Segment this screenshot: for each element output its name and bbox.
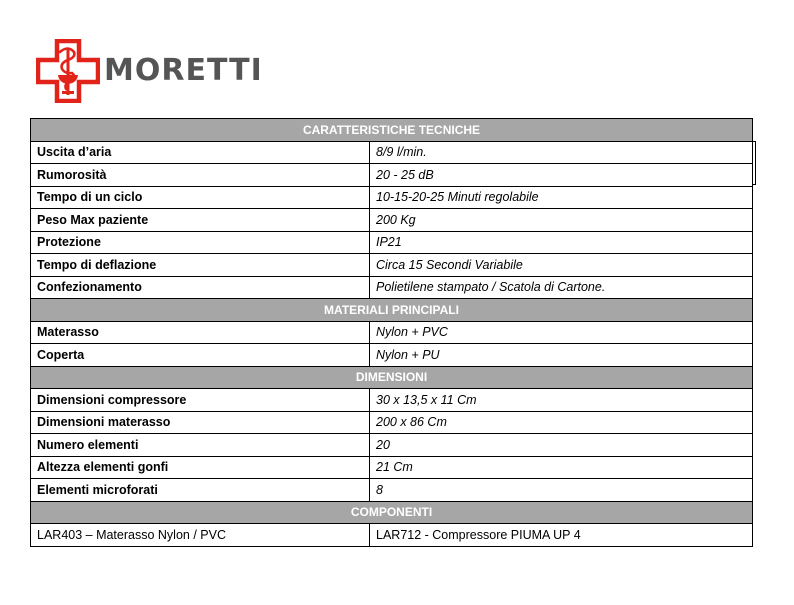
table-row (31, 524, 753, 547)
spec-table (30, 118, 753, 547)
table-edge-artifact (752, 141, 756, 185)
row-label: Tempo di deflazione (31, 254, 370, 277)
row-value: 200 x 86 Cm (370, 411, 753, 434)
table-row (31, 141, 753, 164)
row-label: Confezionamento (31, 276, 370, 299)
row-value: 21 Cm (370, 456, 753, 479)
row-label: Altezza elementi gonfi (31, 456, 370, 479)
table-row (31, 344, 753, 367)
table-row (31, 434, 753, 457)
section-header-row (31, 299, 753, 322)
table-row (31, 254, 753, 277)
row-value: 30 x 13,5 x 11 Cm (370, 389, 753, 412)
row-label: Coperta (31, 344, 370, 367)
table-row (31, 411, 753, 434)
row-value: 20 - 25 dB (370, 164, 753, 187)
table-row (31, 276, 753, 299)
row-value: Circa 15 Secondi Variabile (370, 254, 753, 277)
row-label: Tempo di un ciclo (31, 186, 370, 209)
row-label: Elementi microforati (31, 479, 370, 502)
table-row (31, 164, 753, 187)
row-label: Materasso (31, 321, 370, 344)
table-row (31, 456, 753, 479)
row-value: 8/9 l/min. (370, 141, 753, 164)
row-label: Protezione (31, 231, 370, 254)
table-row (31, 389, 753, 412)
row-label: Numero elementi (31, 434, 370, 457)
row-value: Nylon + PVC (370, 321, 753, 344)
row-label: Uscita d’aria (31, 141, 370, 164)
row-value: 8 (370, 479, 753, 502)
row-label: LAR403 – Materasso Nylon / PVC (31, 524, 370, 547)
section-header-row (31, 366, 753, 389)
table-row (31, 209, 753, 232)
row-value: Nylon + PU (370, 344, 753, 367)
row-label: Rumorosità (31, 164, 370, 187)
table-row (31, 186, 753, 209)
red-cross-caduceus-icon (36, 39, 100, 103)
table-row (31, 231, 753, 254)
row-label: Dimensioni compressore (31, 389, 370, 412)
table-row (31, 479, 753, 502)
section-title: COMPONENTI (31, 501, 753, 524)
section-title: CARATTERISTICHE TECNICHE (31, 119, 753, 142)
row-label: Peso Max paziente (31, 209, 370, 232)
row-value: Polietilene stampato / Scatola di Cartone. (370, 276, 753, 299)
section-title: DIMENSIONI (31, 366, 753, 389)
row-value: LAR712 - Compressore PIUMA UP 4 (370, 524, 753, 547)
section-header-row (31, 119, 753, 142)
brand-name: MORETTI (104, 53, 263, 88)
row-label: Dimensioni materasso (31, 411, 370, 434)
section-title: MATERIALI PRINCIPALI (31, 299, 753, 322)
row-value: IP21 (370, 231, 753, 254)
row-value: 20 (370, 434, 753, 457)
row-value: 200 Kg (370, 209, 753, 232)
section-header-row (31, 501, 753, 524)
moretti-logo (36, 39, 263, 103)
row-value: 10-15-20-25 Minuti regolabile (370, 186, 753, 209)
table-row (31, 321, 753, 344)
